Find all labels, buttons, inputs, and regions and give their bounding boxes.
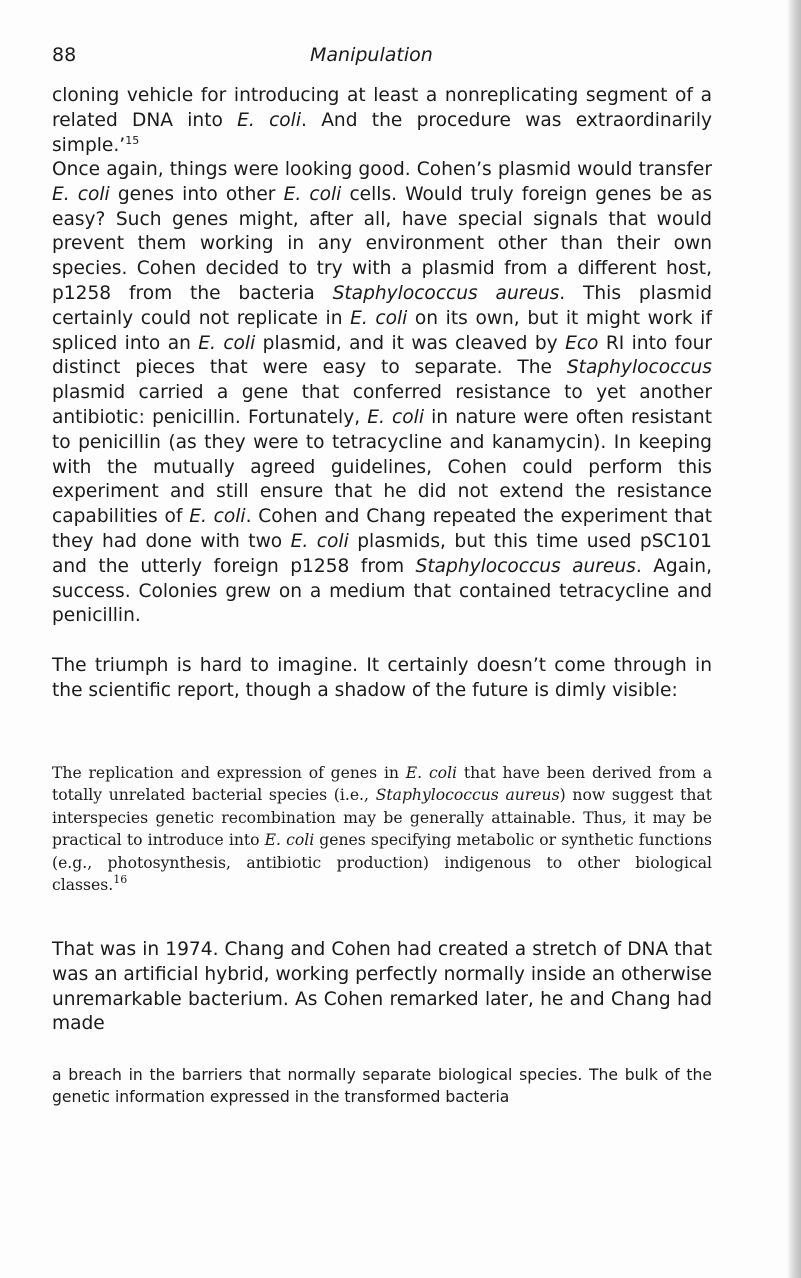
species-name: E. coli	[283, 183, 342, 205]
text-run: cells. Would truly foreign genes be as easy? Such genes might, after all, have special signals that would prevent them working in any environment other than their own species. Cohen decided to try with a plasmid from a different host, p1258 from the bacteria	[52, 183, 713, 304]
footnote-marker: 15	[125, 133, 140, 147]
species-name: E. coli	[350, 307, 408, 329]
text-run: genes into other	[109, 183, 284, 205]
text-run: The replication and expression of genes in	[52, 764, 406, 782]
species-name: E. coli	[198, 332, 256, 354]
text-run: The triumph is hard to imagine. It certainly doesn’t come through in the scientific report, though a shadow of the future is dimly visible:	[52, 655, 712, 701]
text-run: . And the procedure was extraordinarily simple.’	[52, 109, 713, 156]
species-name: Staphylococcus aureus	[332, 282, 560, 304]
text-run: plasmid, and it was cleaved by	[255, 332, 566, 354]
text-run: . Again, success. Colonies grew on a medium that contained tetracycline and penicillin.	[52, 555, 712, 627]
text-run: plasmids, but this time used pSC101 and the utterly foreign p1258 from	[52, 530, 712, 577]
block-quote-cohen	[52, 1064, 712, 1109]
block-quote-scientific-report	[52, 762, 712, 896]
text-run: cloning vehicle for introducing at least a nonreplicating segment of a related DNA into	[52, 85, 712, 131]
page-number: 88	[52, 44, 77, 66]
text-run: . Cohen and Chang repeated the experiment that they had done with two	[52, 506, 712, 552]
paragraph-cohen-plasmid	[52, 158, 712, 629]
paragraph-continued	[52, 84, 712, 158]
page-edge-shadow	[787, 0, 801, 1278]
species-name: Staphylococcus aureus	[375, 786, 560, 805]
footnote-marker: 16	[113, 873, 128, 887]
species-name: E. coli	[52, 183, 110, 205]
species-name: E. coli	[189, 506, 246, 528]
species-name: E. coli	[367, 406, 424, 428]
text-run: that have been derived from a totally unrelated bacterial species (i.e.,	[52, 764, 712, 805]
enzyme-name: Eco	[565, 332, 599, 354]
text-run: in nature were often resistant to penicillin (as they were to tetracycline and kanamycin). In keeping with the mutually agreed guidelines, Cohen could perform this experiment and still ensure that he did not extend the resistance capabilities of	[52, 406, 712, 528]
species-name: Staphylococcus aureus	[415, 555, 636, 577]
running-head: Manipulation	[310, 44, 433, 66]
paragraph-triumph	[52, 654, 712, 704]
text-run: . This plasmid certainly could not replicate in	[52, 282, 712, 329]
text-run: genes specifying metabolic or synthetic functions (e.g., photosynthesis, antibiotic production) indigenous to other biological classes.	[52, 831, 712, 895]
page-header	[52, 44, 712, 74]
text-run: ) now suggest that interspecies genetic recombination may be generally attainable. Thus, it may be practical to introduce into	[52, 786, 712, 850]
species-name: E. coli	[290, 530, 349, 552]
species-name: E. coli	[264, 831, 315, 850]
text-run: a breach in the barriers that normally separate biological species. The bulk of the genetic information expressed in the transformed bacteria	[52, 1066, 712, 1107]
text-run: plasmid carried a gene that conferred resistance to yet another antibiotic: penicillin. Fortunately,	[52, 382, 712, 428]
species-name: Staphylococcus	[566, 357, 712, 379]
text-run: Once again, things were looking good. Cohen’s plasmid would transfer	[52, 159, 712, 180]
text-run: RI into four distinct pieces that were easy to separate. The	[52, 332, 712, 379]
text-run: on its own, but it might work if spliced into an	[52, 307, 712, 354]
paragraph-1974	[52, 938, 712, 1037]
text-run: That was in 1974. Chang and Cohen had created a stretch of DNA that was an artificial hybrid, working perfectly normally inside an otherwise unremarkable bacterium. As Cohen remarked later, he and Chang had made	[52, 939, 712, 1035]
species-name: E. coli	[237, 109, 302, 131]
species-name: E. coli	[405, 764, 458, 782]
